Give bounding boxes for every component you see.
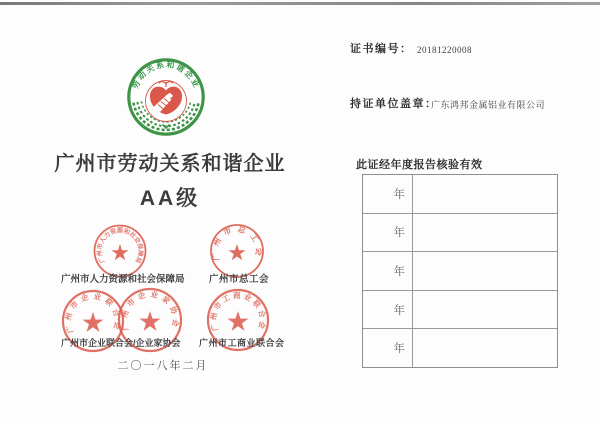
cert-number-value: 20181220008 <box>417 45 472 55</box>
year-cell: 年 <box>363 252 413 290</box>
cert-number-label: 证书编号： <box>350 43 413 55</box>
issue-date: 二〇一八年二月 <box>117 360 209 372</box>
svg-text:广州市工商业联合会: 广州市工商业联合会 <box>208 290 268 333</box>
annual-verification-note: 此证经年度报告核验有效 <box>356 159 483 171</box>
verification-blank-cell <box>413 214 557 252</box>
certificate-title: 广州市劳动关系和谐企业 <box>54 153 286 175</box>
svg-text:广州市总工会: 广州市总工会 <box>210 224 264 262</box>
seal-label-human-resources: 广州市人力资源和社会保障局 <box>61 274 185 285</box>
verification-blank-cell <box>413 291 557 329</box>
table-row <box>363 175 557 213</box>
holder-company-name: 广东鸿邦金属铝业有限公司 <box>431 100 546 110</box>
svg-text:广州市人力资源和社会保障局: 广州市人力资源和社会保障局 <box>96 227 144 265</box>
year-cell: 年 <box>363 329 413 367</box>
verification-blank-cell <box>413 252 557 290</box>
svg-text:广州市企业联合会: 广州市企业联合会 <box>63 291 123 335</box>
svg-text:广州市企业家协会: 广州市企业家协会 <box>119 289 181 332</box>
star-icon <box>228 311 249 331</box>
verification-blank-cell <box>413 329 557 367</box>
star-icon <box>140 311 161 331</box>
table-row <box>363 328 557 367</box>
table-row <box>363 251 557 290</box>
year-cell: 年 <box>363 291 413 329</box>
star-icon <box>83 312 104 332</box>
harmony-enterprise-emblem <box>126 52 206 142</box>
seal-label-enterprise-confederation: 广州市企业联合会/企业家协会 <box>61 338 181 348</box>
table-row <box>363 290 557 329</box>
scan-edge-line <box>0 2 600 5</box>
year-cell: 年 <box>363 175 413 213</box>
certificate-grade: AA级 <box>139 187 201 210</box>
star-icon <box>111 244 128 260</box>
year-cell: 年 <box>363 214 413 252</box>
table-row <box>363 213 557 252</box>
annual-verification-table <box>362 174 558 368</box>
seal-label-trade-unions: 广州市总工会 <box>209 274 270 285</box>
seal-label-industry-commerce: 广州市工商业联合会 <box>199 338 285 348</box>
verification-blank-cell <box>413 175 557 213</box>
emblem-ring-text: 劳动关系和谐企业 <box>130 60 202 91</box>
holder-seal-label: 持证单位盖章： <box>350 98 438 110</box>
star-icon <box>228 244 245 260</box>
